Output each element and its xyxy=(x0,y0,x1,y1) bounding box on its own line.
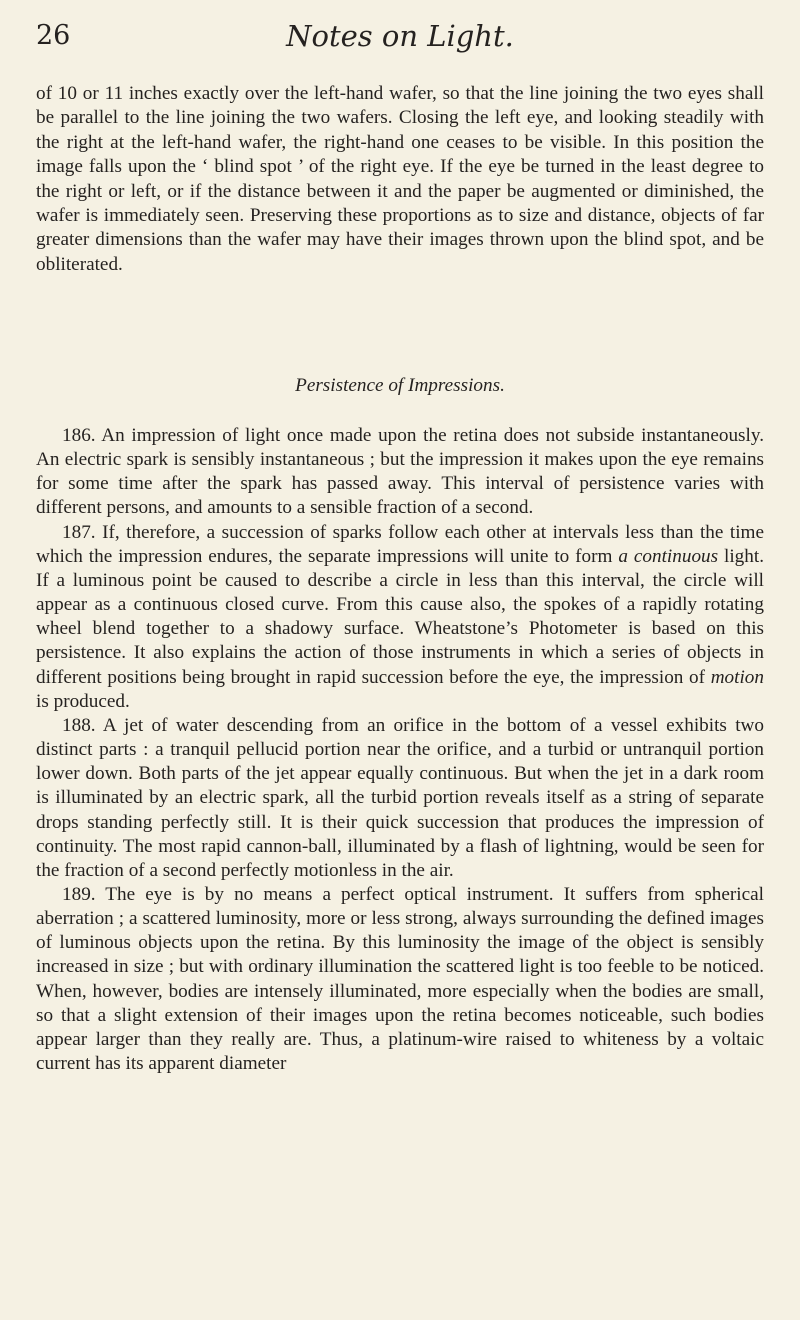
section-heading: Persistence of Impressions. xyxy=(295,375,505,396)
section-body xyxy=(36,424,764,1076)
paragraph-187-text-a: 187. If, therefore, a succession of sparks follow each other at intervals less than the time which the impression endures, the separate impressions will unite to form xyxy=(36,521,764,567)
section-heading-block xyxy=(36,374,764,398)
paragraph-189: 189. The eye is by no means a perfect optical instrument. It suffers from spherical aberration ; a scattered luminosity, more or less strong, always surrounding the defined images of luminous objects upon the retina. By this luminosity the image of the object is sensibly increased in size ; but with ordinary illumination the scattered light is too feeble to be noticed. When, however, bodies are intensely illuminated, more especially when the bodies are small, so that a slight extension of their images upon the retina becomes noticeable, such bodies appear larger than they really are. Thus, a platinum-wire raised to whiteness by a voltaic current has its apparent diameter xyxy=(36,883,764,1075)
page-header xyxy=(36,14,764,64)
continuation-paragraph: of 10 or 11 inches exactly over the left-hand wafer, so that the line joining the two eyes shall be parallel to the line joining the two wafers. Closing the left eye, and looking steadily with the right at the left-hand wafer, the right-hand one ceases to be visible. In this position the image falls upon the ‘ blind spot ’ of the right eye. If the eye be turned in the least degree to the right or left, or if the distance between it and the paper be augmented or diminished, the wafer is immediately seen. Preserving these proportions as to size and distance, objects of far greater dimensions than the wafer may have their images thrown upon the blind spot, and be obliterated. xyxy=(36,83,764,275)
running-title: Notes on Light. xyxy=(286,19,514,53)
paragraph-187-italic-motion: motion xyxy=(710,666,764,688)
paragraph-187-text-c: is produced. xyxy=(36,690,130,712)
paragraph-186: 186. An impression of light once made upon the retina does not subside instantaneously. An electric spark is sensibly instantaneous ; but the impression it makes upon the eye remains for some time after the spark has passed away. This interval of persistence varies with different persons, and amounts to a sensible fraction of a second. xyxy=(36,425,764,519)
paragraph-188: 188. A jet of water descending from an orifice in the bottom of a vessel exhibits two distinct parts : a tranquil pellucid portion near the orifice, and a turbid or untranquil portion lower down. Both parts of the jet appear equally continuous. But when the jet in a dark room is illuminated by an electric spark, all the turbid portion reveals itself as a string of separate drops standing perfectly still. It is their quick succession that produces the impression of continuity. The most rapid cannon-ball, illuminated by a flash of lightning, would be seen for the fraction of a second perfectly motionless in the air. xyxy=(36,714,764,881)
paragraph-187-text-b: light. If a luminous point be caused to describe a circle in less than this interval, the circle will appear as a continuous closed curve. From this cause also, the spokes of a rapidly rotating wheel blend together to a shadowy surface. Wheatstone’s Photometer is based on this persistence. It also explains the action of those instruments in which a series of objects in different positions being brought in rapid succession before the eye, the impression of xyxy=(36,545,764,688)
page-number: 26 xyxy=(36,20,71,51)
paragraph-187-italic-continuous: a continuous xyxy=(618,545,719,567)
paragraph-187 xyxy=(36,521,764,714)
continuation-block xyxy=(36,82,764,277)
